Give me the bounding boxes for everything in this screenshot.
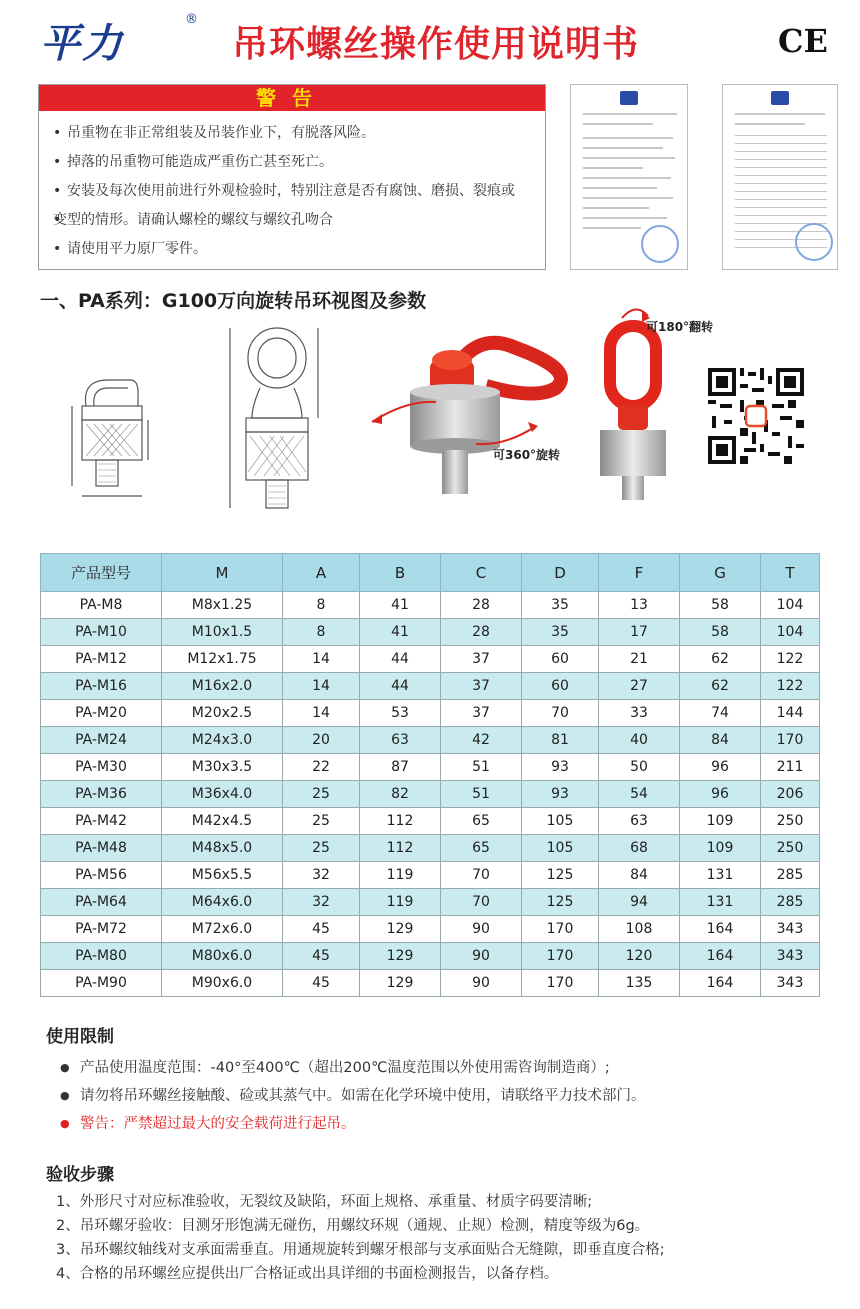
model-cell: PA-M42: [41, 808, 162, 835]
value-cell: 164: [680, 943, 761, 970]
value-cell: 21: [599, 646, 680, 673]
warning-item: • 安装及每次使用前进行外观检验时，特别注意是否有腐蚀、磨损、裂痕或: [53, 177, 541, 206]
value-cell: 60: [522, 646, 599, 673]
value-cell: 70: [441, 862, 522, 889]
value-cell: 70: [441, 889, 522, 916]
warning-item: • 变型的情形。请确认螺栓的螺纹与螺纹孔吻合: [53, 206, 541, 235]
value-cell: 41: [360, 619, 441, 646]
front-view-drawing: [222, 322, 332, 518]
value-cell: 96: [680, 754, 761, 781]
eu-flag-icon: [771, 91, 789, 105]
side-view-drawing: [68, 372, 178, 512]
value-cell: 45: [283, 916, 360, 943]
value-cell: 343: [761, 916, 820, 943]
table-row: [41, 808, 820, 835]
value-cell: 90: [441, 943, 522, 970]
value-cell: 35: [522, 592, 599, 619]
value-cell: 65: [441, 808, 522, 835]
limit-item: ● 请勿将吊环螺丝接触酸、硷或其蒸气中。如需在化学环境中使用，请联络平力技术部门。: [54, 1082, 834, 1110]
table-row: [41, 700, 820, 727]
table-row: [41, 619, 820, 646]
value-cell: 44: [360, 646, 441, 673]
value-cell: 129: [360, 916, 441, 943]
value-cell: 84: [680, 727, 761, 754]
value-cell: 45: [283, 970, 360, 997]
value-cell: 108: [599, 916, 680, 943]
model-cell: PA-M56: [41, 862, 162, 889]
limit-warning-item: ● 警告：严禁超过最大的安全载荷进行起吊。: [54, 1110, 834, 1138]
header-cell: A: [283, 554, 360, 592]
header-cell: B: [360, 554, 441, 592]
value-cell: 109: [680, 835, 761, 862]
value-cell: 68: [599, 835, 680, 862]
value-cell: 93: [522, 754, 599, 781]
value-cell: 62: [680, 646, 761, 673]
value-cell: M30x3.5: [162, 754, 283, 781]
value-cell: M48x5.0: [162, 835, 283, 862]
header-cell: C: [441, 554, 522, 592]
value-cell: 90: [441, 970, 522, 997]
table-row: [41, 889, 820, 916]
warning-box: [38, 84, 546, 270]
value-cell: 120: [599, 943, 680, 970]
value-cell: 62: [680, 673, 761, 700]
value-cell: 164: [680, 916, 761, 943]
value-cell: 70: [522, 700, 599, 727]
value-cell: 129: [360, 943, 441, 970]
model-cell: PA-M12: [41, 646, 162, 673]
certificate-image-2: [722, 84, 838, 270]
value-cell: 44: [360, 673, 441, 700]
value-cell: 144: [761, 700, 820, 727]
value-cell: 37: [441, 700, 522, 727]
table-row: [41, 862, 820, 889]
table-row: [41, 835, 820, 862]
model-cell: PA-M24: [41, 727, 162, 754]
value-cell: M10x1.5: [162, 619, 283, 646]
ce-mark: CE: [778, 22, 828, 60]
header-cell: D: [522, 554, 599, 592]
value-cell: M64x6.0: [162, 889, 283, 916]
value-cell: 32: [283, 862, 360, 889]
value-cell: 58: [680, 619, 761, 646]
model-cell: PA-M80: [41, 943, 162, 970]
flip-180-label: 可180°翻转: [646, 320, 714, 334]
value-cell: M8x1.25: [162, 592, 283, 619]
header-cell: M: [162, 554, 283, 592]
value-cell: 63: [360, 727, 441, 754]
value-cell: 250: [761, 835, 820, 862]
value-cell: M12x1.75: [162, 646, 283, 673]
value-cell: M24x3.0: [162, 727, 283, 754]
value-cell: 343: [761, 970, 820, 997]
value-cell: 14: [283, 673, 360, 700]
value-cell: 37: [441, 673, 522, 700]
value-cell: 96: [680, 781, 761, 808]
inspection-step: 1、外形尺寸对应标准验收，无裂纹及缺陷，环面上规格、承重量、材质字码要清晰;: [56, 1194, 593, 1210]
stamp-icon: [641, 225, 679, 263]
inspection-step: 4、合格的吊环螺丝应提供出厂合格证或出具详细的书面检测报告，以备存档。: [56, 1266, 559, 1282]
value-cell: 20: [283, 727, 360, 754]
value-cell: 82: [360, 781, 441, 808]
model-cell: PA-M72: [41, 916, 162, 943]
value-cell: 343: [761, 943, 820, 970]
value-cell: 104: [761, 592, 820, 619]
value-cell: 74: [680, 700, 761, 727]
table-row: [41, 916, 820, 943]
model-cell: PA-M48: [41, 835, 162, 862]
value-cell: M90x6.0: [162, 970, 283, 997]
qr-code[interactable]: [708, 368, 804, 464]
warning-item: • 吊重物在非正常组装及吊装作业下，有脱落风险。: [53, 119, 541, 148]
value-cell: 51: [441, 754, 522, 781]
warning-item: • 掉落的吊重物可能造成严重伤亡甚至死亡。: [53, 148, 541, 177]
warning-heading: 警告: [39, 85, 545, 111]
value-cell: 28: [441, 592, 522, 619]
value-cell: 14: [283, 646, 360, 673]
value-cell: 58: [680, 592, 761, 619]
value-cell: 135: [599, 970, 680, 997]
value-cell: 122: [761, 673, 820, 700]
value-cell: 17: [599, 619, 680, 646]
value-cell: M80x6.0: [162, 943, 283, 970]
value-cell: 93: [522, 781, 599, 808]
value-cell: 40: [599, 727, 680, 754]
spec-table: [40, 553, 820, 997]
swivel-ring-photo: [366, 330, 576, 500]
model-cell: PA-M20: [41, 700, 162, 727]
value-cell: 50: [599, 754, 680, 781]
limits-title: 使用限制: [46, 1027, 114, 1047]
inspection-step: 3、吊环螺纹轴线对支承面需垂直。用通规旋转到螺牙根部与支承面贴合无缝隙，即垂直度合格;: [56, 1242, 665, 1258]
value-cell: 81: [522, 727, 599, 754]
value-cell: M36x4.0: [162, 781, 283, 808]
value-cell: 119: [360, 862, 441, 889]
value-cell: 125: [522, 862, 599, 889]
value-cell: 8: [283, 592, 360, 619]
value-cell: 211: [761, 754, 820, 781]
value-cell: 28: [441, 619, 522, 646]
table-row: [41, 646, 820, 673]
value-cell: 122: [761, 646, 820, 673]
inspection-step: 2、吊环螺牙验收：目测牙形饱满无碰伤，用螺纹环规（通规、止规）检测，精度等级为6g。: [56, 1218, 650, 1234]
value-cell: 164: [680, 970, 761, 997]
value-cell: 41: [360, 592, 441, 619]
model-cell: PA-M16: [41, 673, 162, 700]
table-header-row: [41, 554, 820, 592]
value-cell: 13: [599, 592, 680, 619]
value-cell: 109: [680, 808, 761, 835]
value-cell: 170: [522, 916, 599, 943]
value-cell: 22: [283, 754, 360, 781]
value-cell: 42: [441, 727, 522, 754]
limit-item: ● 产品使用温度范围：-40°至400℃（超出200℃温度范围以外使用需咨询制造商）;: [54, 1054, 834, 1082]
stamp-icon: [795, 223, 833, 261]
eu-flag-icon: [620, 91, 638, 105]
value-cell: 285: [761, 862, 820, 889]
registered-mark: ®: [185, 12, 198, 27]
value-cell: 206: [761, 781, 820, 808]
table-row: [41, 781, 820, 808]
model-cell: PA-M36: [41, 781, 162, 808]
value-cell: 131: [680, 889, 761, 916]
section-title: 一、PA系列：G100万向旋转吊环视图及参数: [40, 290, 427, 312]
value-cell: 25: [283, 808, 360, 835]
value-cell: 32: [283, 889, 360, 916]
value-cell: M72x6.0: [162, 916, 283, 943]
header-cell: 产品型号: [41, 554, 162, 592]
value-cell: 112: [360, 835, 441, 862]
inspection-steps: [56, 1190, 846, 1286]
value-cell: 25: [283, 781, 360, 808]
value-cell: 119: [360, 889, 441, 916]
value-cell: M56x5.5: [162, 862, 283, 889]
certificate-image-1: [570, 84, 688, 270]
header-cell: T: [761, 554, 820, 592]
value-cell: M16x2.0: [162, 673, 283, 700]
value-cell: 8: [283, 619, 360, 646]
value-cell: M42x4.5: [162, 808, 283, 835]
value-cell: 35: [522, 619, 599, 646]
value-cell: 104: [761, 619, 820, 646]
header-cell: G: [680, 554, 761, 592]
value-cell: 105: [522, 808, 599, 835]
model-cell: PA-M10: [41, 619, 162, 646]
inspection-title: 验收步骤: [46, 1165, 114, 1185]
model-cell: PA-M64: [41, 889, 162, 916]
value-cell: 105: [522, 835, 599, 862]
brand-logo: 平力: [40, 21, 124, 67]
value-cell: 33: [599, 700, 680, 727]
value-cell: 129: [360, 970, 441, 997]
value-cell: 54: [599, 781, 680, 808]
model-cell: PA-M90: [41, 970, 162, 997]
table-row: [41, 943, 820, 970]
value-cell: 90: [441, 916, 522, 943]
model-cell: PA-M8: [41, 592, 162, 619]
value-cell: 170: [522, 943, 599, 970]
header-cell: F: [599, 554, 680, 592]
value-cell: M20x2.5: [162, 700, 283, 727]
rotate-360-label: 可360°旋转: [493, 448, 561, 462]
table-row: [41, 592, 820, 619]
table-row: [41, 970, 820, 997]
value-cell: 60: [522, 673, 599, 700]
value-cell: 63: [599, 808, 680, 835]
value-cell: 27: [599, 673, 680, 700]
model-cell: PA-M30: [41, 754, 162, 781]
value-cell: 53: [360, 700, 441, 727]
value-cell: 170: [761, 727, 820, 754]
value-cell: 125: [522, 889, 599, 916]
value-cell: 25: [283, 835, 360, 862]
table-row: [41, 673, 820, 700]
value-cell: 250: [761, 808, 820, 835]
value-cell: 112: [360, 808, 441, 835]
value-cell: 170: [522, 970, 599, 997]
value-cell: 45: [283, 943, 360, 970]
table-row: [41, 754, 820, 781]
value-cell: 285: [761, 889, 820, 916]
value-cell: 51: [441, 781, 522, 808]
limits-list: [54, 1054, 834, 1138]
warning-list: [53, 119, 541, 264]
document-title: 吊环螺丝操作使用说明书: [232, 24, 640, 65]
value-cell: 84: [599, 862, 680, 889]
value-cell: 94: [599, 889, 680, 916]
value-cell: 131: [680, 862, 761, 889]
table-row: [41, 727, 820, 754]
value-cell: 65: [441, 835, 522, 862]
value-cell: 87: [360, 754, 441, 781]
value-cell: 37: [441, 646, 522, 673]
value-cell: 14: [283, 700, 360, 727]
warning-item: • 请使用平力原厂零件。: [53, 235, 541, 264]
